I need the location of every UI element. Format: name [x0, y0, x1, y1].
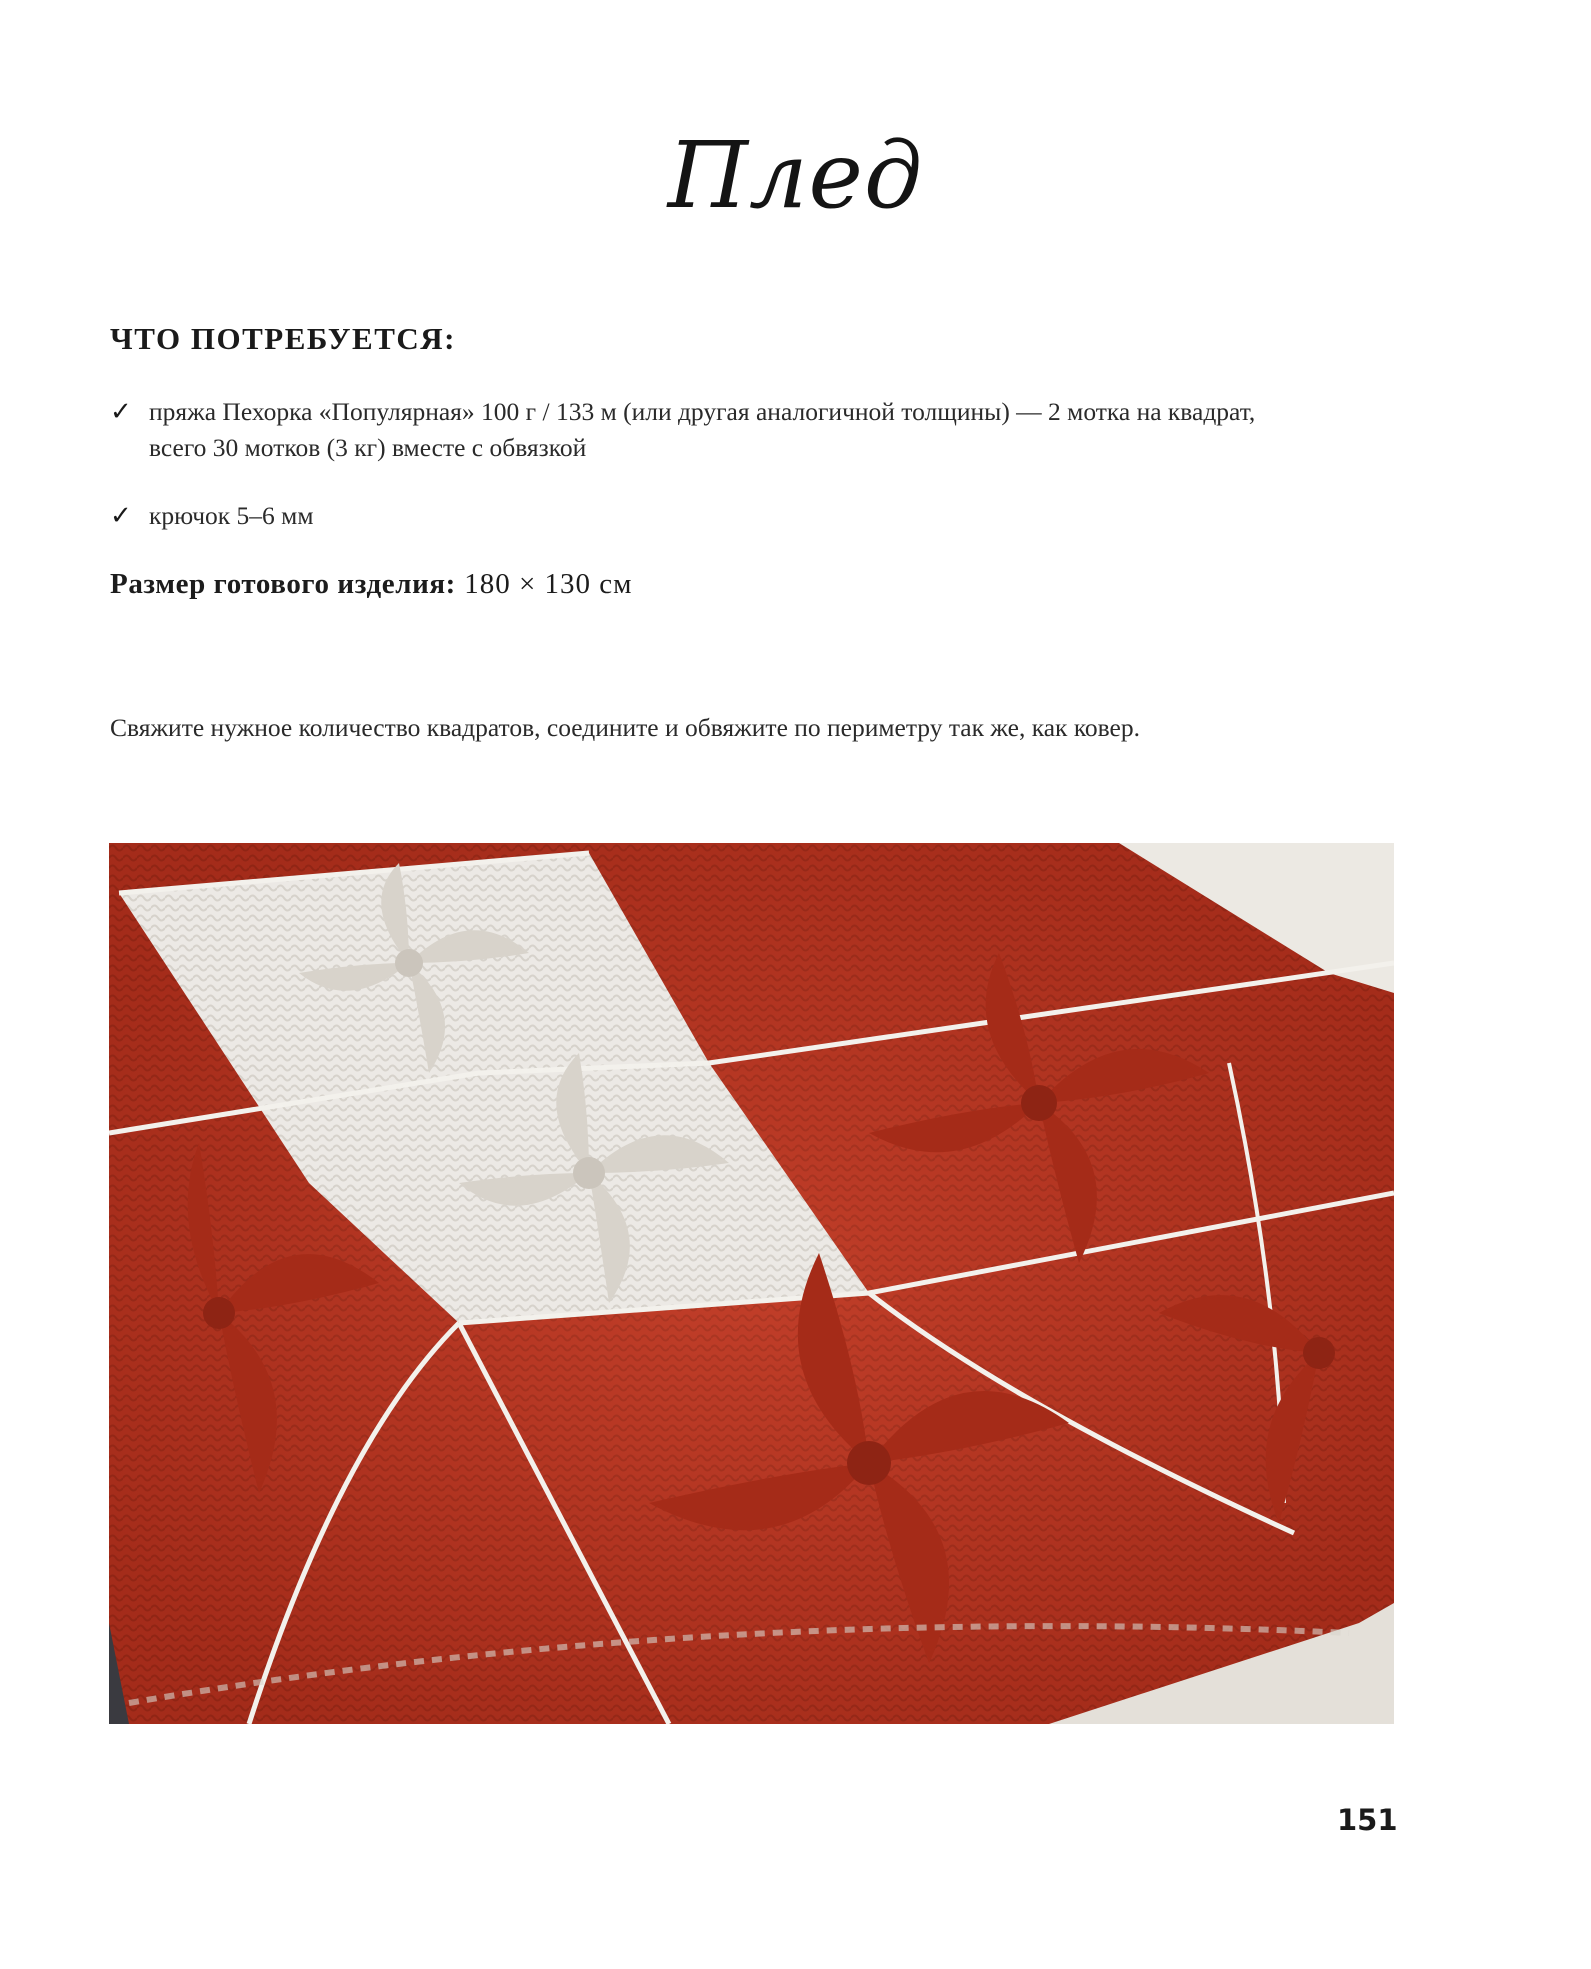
check-icon: ✓	[110, 501, 132, 530]
blanket-photo	[109, 843, 1394, 1724]
material-item-hook	[110, 498, 1360, 534]
material-item-yarn-line1: пряжа Пехорка «Популярная» 100 г / 133 м (или другая аналогичной толщины) — 2 мотка на квадрат,	[149, 397, 1256, 426]
page-number: 151	[1337, 1803, 1398, 1837]
finished-size-label: Размер готового изделия:	[110, 568, 456, 600]
instruction-text: Свяжите нужное количество квадратов, соедините и обвяжите по периметру так же, как ковер.	[110, 713, 1140, 742]
materials-list	[110, 394, 1360, 566]
material-item-yarn-line2: всего 30 мотков (3 кг) вместе с обвязкой	[149, 433, 587, 462]
page-title: Плед	[667, 122, 924, 229]
finished-size-value: 180 × 130 см	[455, 568, 633, 600]
material-item-hook-text: крючок 5–6 мм	[149, 501, 314, 530]
materials-heading: ЧТО ПОТРЕБУЕТСЯ:	[110, 321, 457, 356]
finished-size	[110, 568, 633, 601]
material-item-yarn	[110, 394, 1360, 466]
blanket-photo-drawing	[109, 843, 1394, 1724]
check-icon: ✓	[110, 397, 132, 426]
